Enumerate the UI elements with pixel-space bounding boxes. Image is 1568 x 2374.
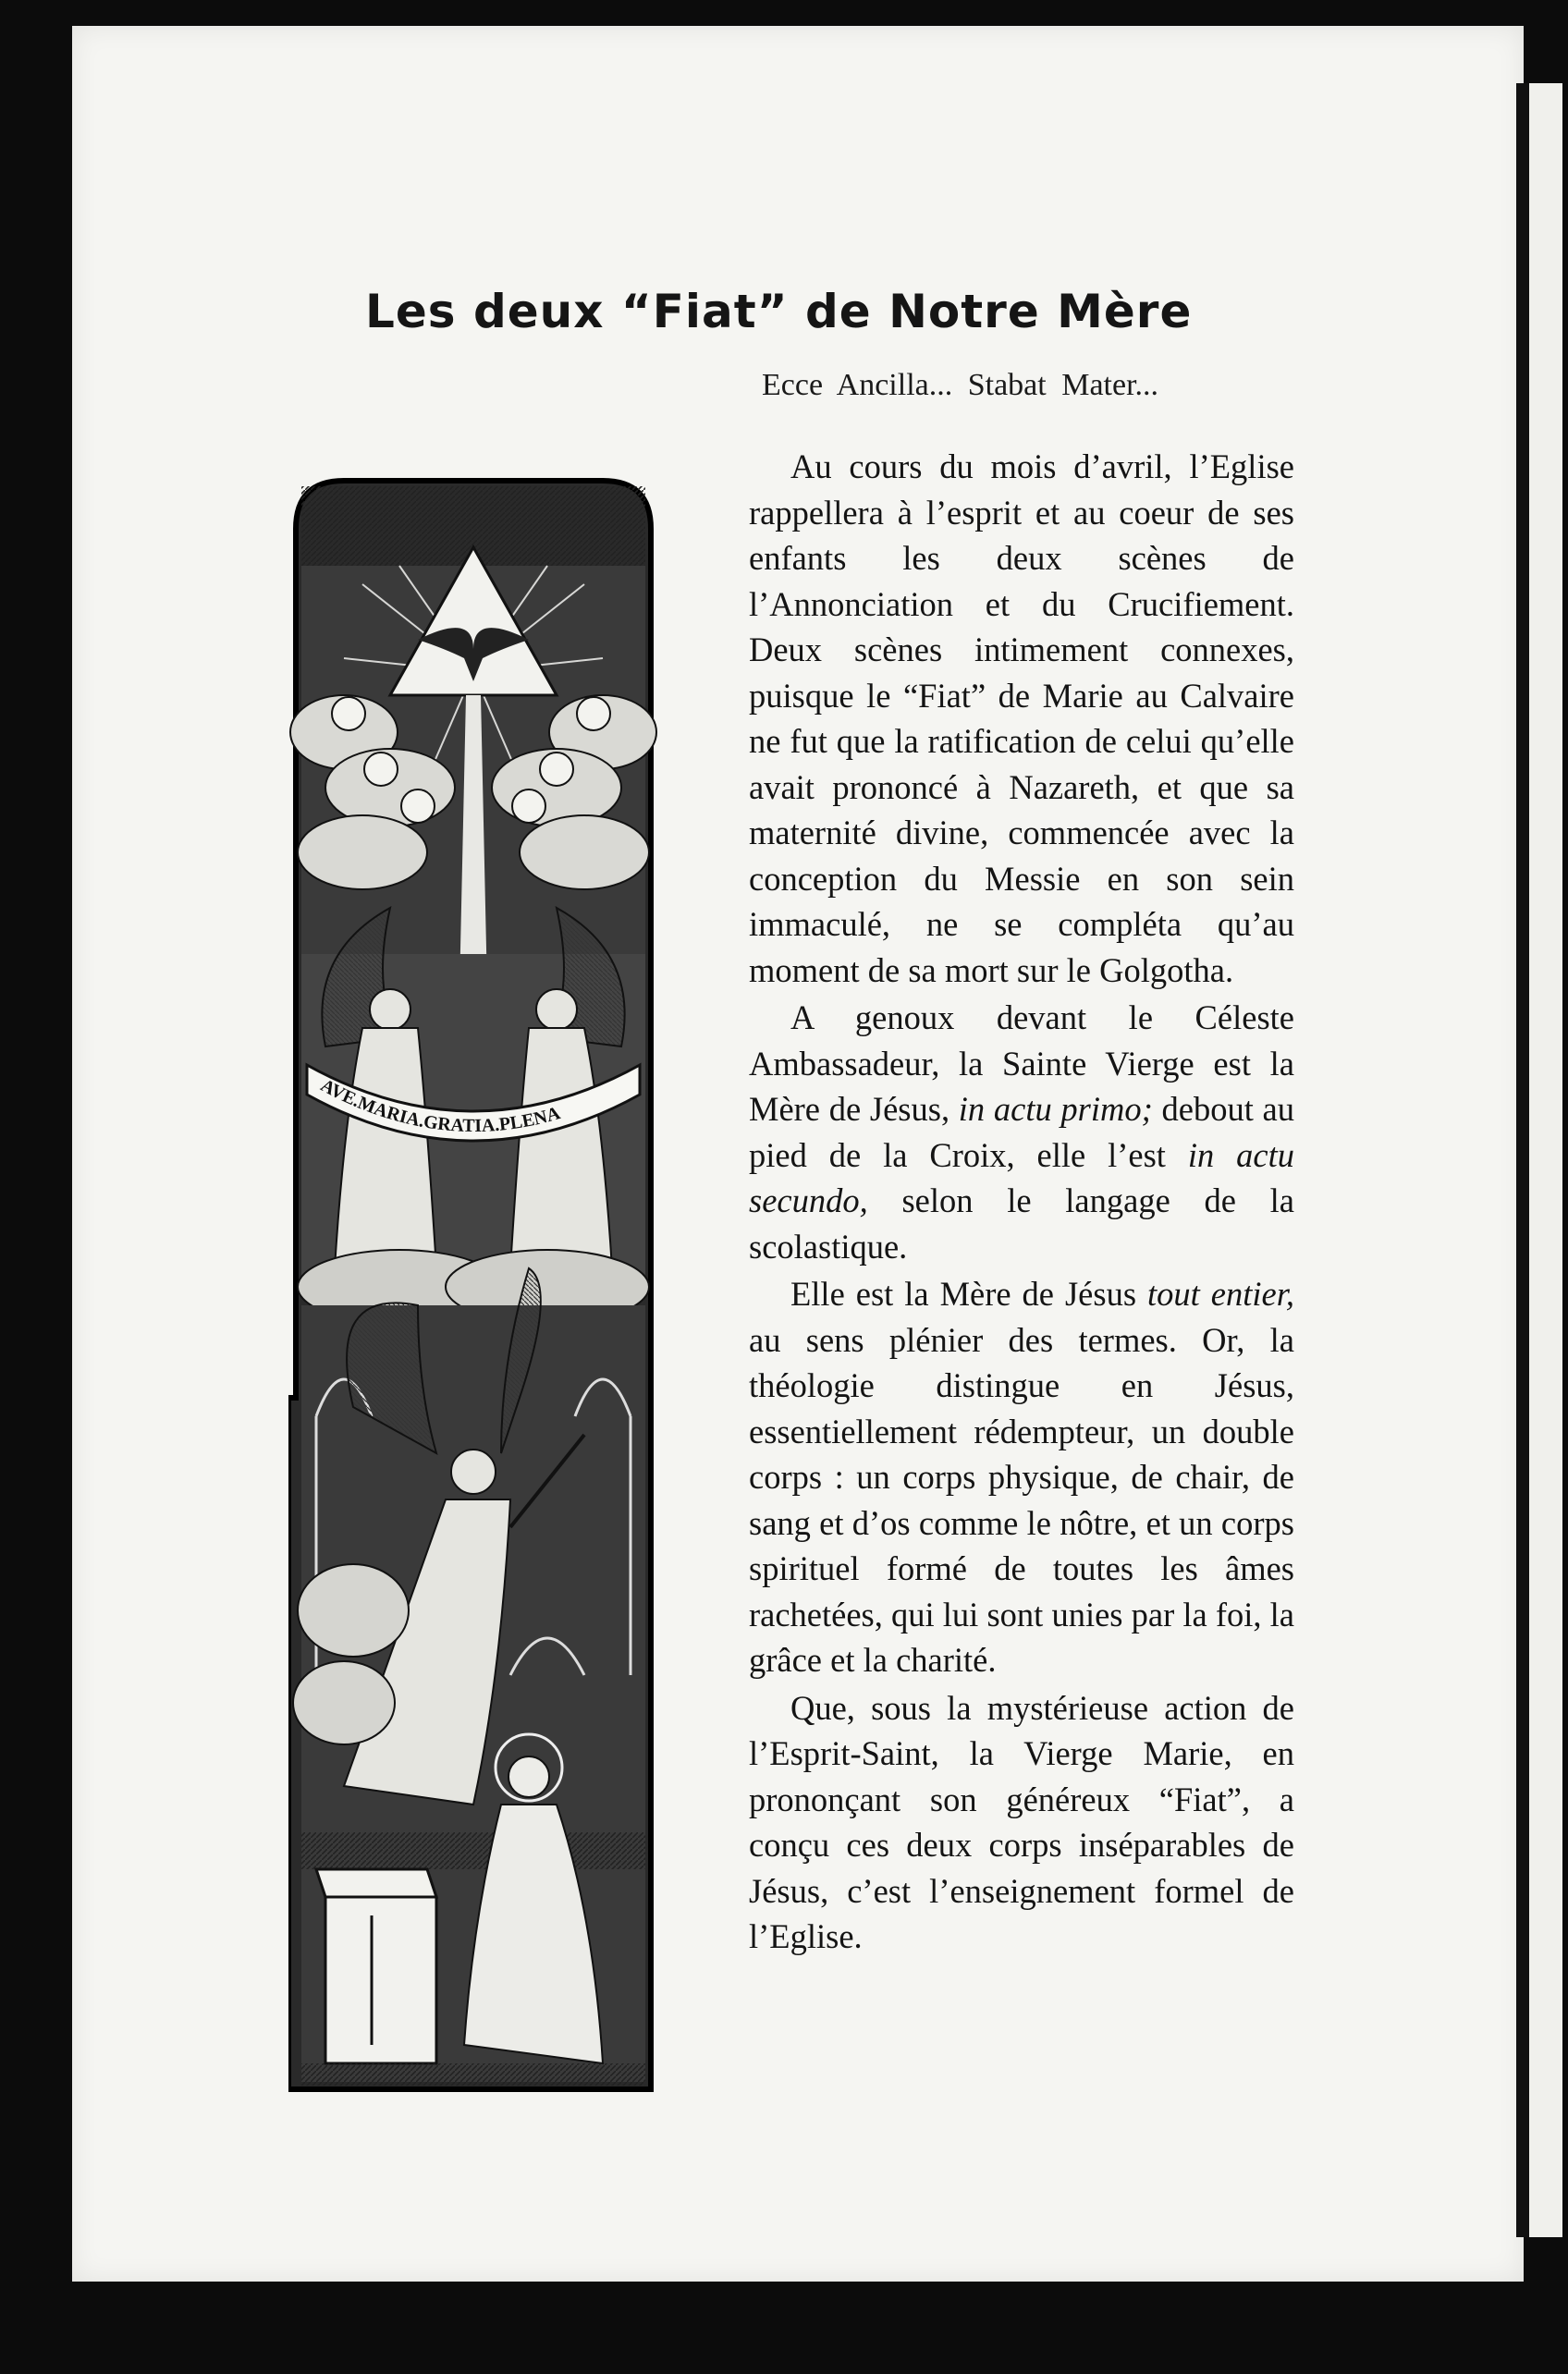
- next-page-edge: [1516, 83, 1562, 2237]
- subtitle: Ecce Ancilla... Stabat Mater...: [762, 368, 1159, 402]
- paragraph-4: Que, sous la mystérieuse action de l’Esprit-Saint, la Vierge Marie, en prononçant son généreux “Fiat”, a conçu ces deux corps inséparables de Jésus, c’est l’enseignement formel de l’Eglise.: [749, 1688, 1294, 1955]
- paragraph-1: Au cours du mois d’avril, l’Eglise rappellera à l’esprit et au coeur de ses enfants les deux scènes de l’Annonciation et du Crucifiement. Deux scènes intimement connexes, puisque le “Fiat” de Marie au Calvaire ne fut que la ratification de celui qu’elle avait prononcé à Nazareth, et que sa maternité divine, commencée avec la conception du Messie en son sein immaculé, ne se compléta qu’au moment de sa mort sur le Golgotha.: [749, 447, 1294, 989]
- banner-text: AVE.MARIA.GRATIA.PLENA: [317, 1075, 563, 1137]
- stained-glass-illustration: [288, 473, 658, 2093]
- prie-dieu: [316, 1869, 436, 2063]
- paragraph-3: Elle est la Mère de Jésus tout entier, au sens plénier des termes. Or, la théologie distingue en Jésus, essentiellement rédempteur, un double corps : un corps physique, de chair, de sang et d’os comme le nôtre, et un corps spirituel formé de toutes les âmes rachetées, qui lui sont unies par la foi, la grâce et la charité.: [749, 1275, 1294, 1679]
- page-title: Les deux “Fiat” de Notre Mère: [365, 285, 1193, 338]
- paragraph-2: A genoux devant le Céleste Ambassadeur, la Sainte Vierge est la Mère de Jésus, in actu primo; debout au pied de la Croix, elle l’est in actu secundo, selon le langage de la scolastique.: [749, 998, 1295, 1266]
- body-text: [749, 444, 1294, 1962]
